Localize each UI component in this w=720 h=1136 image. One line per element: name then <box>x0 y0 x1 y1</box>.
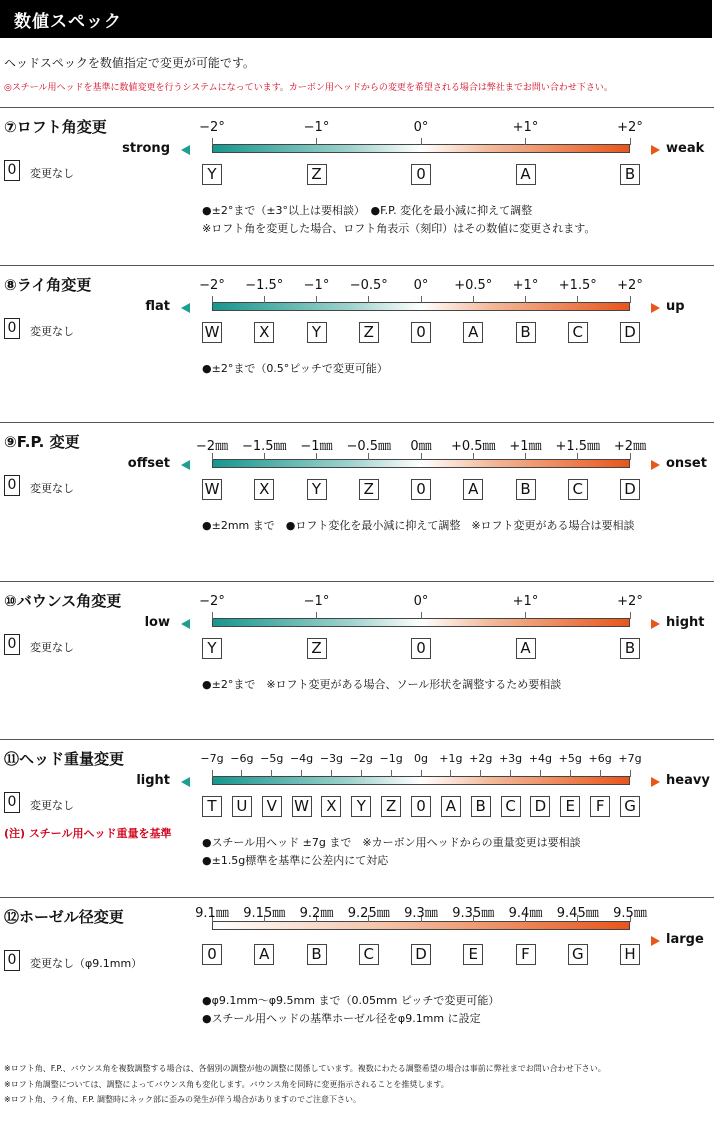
scale-label: +3g <box>498 752 523 765</box>
scale-label: 9.2㎜ <box>299 906 334 921</box>
scale-label: −0.5㎜ <box>346 439 392 454</box>
code-box: V <box>262 796 282 817</box>
scale-label: −2° <box>199 594 225 609</box>
scale-tick <box>264 453 265 460</box>
scale-label: −1° <box>303 278 330 293</box>
code-box: G <box>568 944 588 965</box>
scale-label: −1° <box>303 120 330 135</box>
section-divider <box>0 422 714 423</box>
code-box: H <box>620 944 640 965</box>
scale-label: +1° <box>512 594 539 609</box>
footnote: ※ロフト角調整については、調整によってバウンス角も変化します。バウンス角を同時に変更指示されることを推奨します。 <box>4 1080 449 1089</box>
weight-basis-note: (注) スチール用ヘッド重量を基準 <box>4 827 172 840</box>
scale-tick <box>264 296 265 303</box>
gradient-bar <box>212 302 630 311</box>
code-box: C <box>501 796 521 817</box>
section-title: ⑦ロフト角変更 <box>4 118 107 136</box>
scale-tick <box>212 612 213 619</box>
direction-label-left: flat <box>145 299 170 314</box>
scale-tick <box>241 770 242 777</box>
scale-label: 9.4㎜ <box>508 906 543 921</box>
code-box: X <box>254 479 274 500</box>
code-box: B <box>471 796 491 817</box>
code-box: Y <box>351 796 371 817</box>
gradient-bar <box>212 921 630 930</box>
footnote: ※ロフト角、F.P.、バウンス角を複数調整する場合は、各個別の調整が他の調整に関係しています。複数にわたる調整希望の場合は事前に弊社までお問い合わせ下さい。 <box>4 1064 606 1073</box>
scale-tick <box>316 296 317 303</box>
scale-tick <box>525 138 526 145</box>
code-box: G <box>620 796 640 817</box>
section-divider <box>0 897 714 898</box>
code-box: C <box>359 944 379 965</box>
section-title: ⑫ホーゼル径変更 <box>4 908 124 926</box>
scale-label: 9.15㎜ <box>243 906 286 921</box>
code-box: C <box>568 322 588 343</box>
scale-label: −5g <box>260 752 284 765</box>
direction-label-right: weak <box>666 141 705 156</box>
scale-tick <box>316 138 317 145</box>
scale-tick <box>421 770 422 777</box>
scale-label: 0㎜ <box>410 439 432 454</box>
scale-label: +2° <box>617 594 643 609</box>
scale-tick <box>630 453 631 460</box>
spec-note: ●スチール用ヘッドの基準ホーゼル径をφ9.1mm に設定 <box>202 1012 481 1025</box>
section-divider <box>0 265 714 266</box>
scale-label: +5g <box>558 752 582 765</box>
scale-tick <box>421 138 422 145</box>
arrow-right-icon <box>651 777 660 787</box>
code-box: Z <box>307 638 327 659</box>
intro-text: ヘッドスペックを数値指定で変更が可能です。 <box>4 56 255 70</box>
direction-label-left: strong <box>122 141 170 156</box>
spec-note: ※ロフト角を変更した場合、ロフト角表示（刻印）はその数値に変更されます。 <box>202 222 596 235</box>
scale-label: −1.5㎜ <box>241 439 287 454</box>
scale-label: −2° <box>199 278 225 293</box>
no-change-label: 変更なし <box>30 325 74 338</box>
arrow-left-icon <box>181 619 190 629</box>
scale-tick <box>630 770 631 777</box>
scale-tick <box>570 770 571 777</box>
code-box: A <box>463 322 483 343</box>
scale-label: −1° <box>303 594 330 609</box>
code-box: W <box>202 322 222 343</box>
footnote: ※ロフト角、ライ角、F.P. 調整時にネック部に歪みの発生が伴う場合がありますのでご注意下さい。 <box>4 1095 361 1104</box>
code-box: U <box>232 796 252 817</box>
code-box: C <box>568 479 588 500</box>
scale-tick <box>600 770 601 777</box>
code-box: 0 <box>411 638 431 659</box>
title-bar <box>0 0 712 38</box>
page-title: 数値スペック <box>14 12 122 32</box>
code-box: T <box>202 796 222 817</box>
scale-tick <box>510 770 511 777</box>
section-divider <box>0 581 714 582</box>
scale-label: +2° <box>617 278 643 293</box>
scale-tick <box>391 770 392 777</box>
direction-label-right: onset <box>666 456 707 471</box>
code-box: W <box>292 796 312 817</box>
section-title: ⑩バウンス角変更 <box>4 592 122 610</box>
scale-label: 9.5㎜ <box>613 906 647 921</box>
no-change-label: 変更なし <box>30 641 74 654</box>
scale-label: +2㎜ <box>613 439 647 454</box>
spec-note: ●±2mm まで ●ロフト変化を最小減に抑えて調整 ※ロフト変更がある場合は要相談 <box>202 519 635 532</box>
scale-label: +1° <box>512 120 539 135</box>
scale-label: +6g <box>588 752 612 765</box>
code-box: 0 <box>411 479 431 500</box>
code-box: D <box>620 322 640 343</box>
scale-tick <box>421 612 422 619</box>
no-change-box: 0 <box>4 792 20 813</box>
scale-tick <box>450 770 451 777</box>
spec-note: ●スチール用ヘッド ±7g まで ※カーボン用ヘッドからの重量変更は要相談 <box>202 836 581 849</box>
no-change-label: 変更なし <box>30 799 74 812</box>
scale-tick <box>368 453 369 460</box>
no-change-label: 変更なし（φ9.1mm） <box>30 957 143 970</box>
code-box: A <box>516 164 536 185</box>
scale-tick <box>577 453 578 460</box>
arrow-right-icon <box>651 145 660 155</box>
scale-tick <box>473 453 474 460</box>
direction-label-right: large <box>666 932 704 947</box>
section-divider <box>0 107 714 108</box>
direction-label-right: up <box>666 299 685 314</box>
scale-label: +1g <box>439 752 463 765</box>
scale-label: +7g <box>618 752 642 765</box>
scale-tick <box>316 612 317 619</box>
code-box: 0 <box>411 164 431 185</box>
direction-label-right: heavy <box>666 773 710 788</box>
scale-tick <box>540 770 541 777</box>
scale-tick <box>630 138 631 145</box>
code-box: A <box>463 479 483 500</box>
direction-label-left: offset <box>127 456 170 471</box>
scale-tick <box>361 770 362 777</box>
spec-note: ●±1.5g標準を基準に公差内にて対応 <box>202 854 389 867</box>
scale-tick <box>316 453 317 460</box>
scale-label: 0° <box>413 594 429 609</box>
scale-label: +2° <box>617 120 643 135</box>
no-change-label: 変更なし <box>30 167 74 180</box>
code-box: 0 <box>411 322 431 343</box>
arrow-right-icon <box>651 936 660 946</box>
arrow-left-icon <box>181 460 190 470</box>
scale-tick <box>480 770 481 777</box>
scale-label: +1㎜ <box>509 439 542 454</box>
scale-label: −1㎜ <box>300 439 333 454</box>
section-divider <box>0 739 714 740</box>
scale-tick <box>525 453 526 460</box>
scale-label: +1.5° <box>558 278 597 293</box>
code-box: E <box>560 796 580 817</box>
scale-label: −2° <box>199 120 225 135</box>
code-box: Z <box>359 479 379 500</box>
code-box: B <box>516 479 536 500</box>
code-box: F <box>590 796 610 817</box>
scale-tick <box>630 296 631 303</box>
section-title: ⑧ライ角変更 <box>4 276 92 294</box>
scale-label: −2g <box>349 752 373 765</box>
no-change-box: 0 <box>4 160 20 181</box>
direction-label-left: low <box>144 615 170 630</box>
scale-label: 9.1㎜ <box>195 906 229 921</box>
scale-tick <box>421 296 422 303</box>
spec-note: ●±2°まで（0.5°ピッチで変更可能） <box>202 362 388 375</box>
scale-tick <box>577 296 578 303</box>
scale-label: +4g <box>528 752 553 765</box>
spec-note: ●±2°まで（±3°以上は要相談） ●F.P. 変化を最小減に抑えて調整 <box>202 204 533 217</box>
arrow-right-icon <box>651 303 660 313</box>
arrow-left-icon <box>181 777 190 787</box>
code-box: Z <box>359 322 379 343</box>
code-box: A <box>516 638 536 659</box>
gradient-bar <box>212 144 630 153</box>
code-box: B <box>307 944 327 965</box>
scale-tick <box>368 296 369 303</box>
scale-tick <box>212 138 213 145</box>
scale-tick <box>630 612 631 619</box>
gradient-bar <box>212 776 630 785</box>
scale-label: −3g <box>319 752 344 765</box>
code-box: Z <box>307 164 327 185</box>
direction-label-left: light <box>136 773 170 788</box>
no-change-box: 0 <box>4 634 20 655</box>
scale-label: −1g <box>379 752 403 765</box>
scale-label: 0° <box>413 278 429 293</box>
scale-label: −6g <box>230 752 254 765</box>
code-box: B <box>620 164 640 185</box>
scale-label: −4g <box>289 752 314 765</box>
code-box: B <box>516 322 536 343</box>
arrow-right-icon <box>651 460 660 470</box>
scale-tick <box>473 296 474 303</box>
arrow-right-icon <box>651 619 660 629</box>
code-box: Y <box>307 479 327 500</box>
scale-label: 0g <box>414 752 428 765</box>
scale-label: +0.5㎜ <box>450 439 496 454</box>
code-box: D <box>620 479 640 500</box>
scale-label: 9.35㎜ <box>452 906 495 921</box>
scale-label: +2g <box>469 752 493 765</box>
scale-label: +1.5㎜ <box>555 439 601 454</box>
scale-tick <box>212 453 213 460</box>
no-change-label: 変更なし <box>30 482 74 495</box>
no-change-box: 0 <box>4 475 20 496</box>
gradient-bar <box>212 459 630 468</box>
scale-tick <box>525 612 526 619</box>
scale-tick <box>271 770 272 777</box>
no-change-box: 0 <box>4 950 20 971</box>
scale-label: 0° <box>413 120 429 135</box>
spec-note: ●±2°まで ※ロフト変更がある場合、ソール形状を調整するため要相談 <box>202 678 562 691</box>
code-box: A <box>441 796 461 817</box>
code-box: D <box>530 796 550 817</box>
scale-tick <box>331 770 332 777</box>
scale-label: 9.25㎜ <box>347 906 390 921</box>
gradient-bar <box>212 618 630 627</box>
arrow-left-icon <box>181 145 190 155</box>
code-box: Y <box>307 322 327 343</box>
scale-label: −7g <box>200 752 224 765</box>
code-box: Y <box>202 164 222 185</box>
code-box: 0 <box>202 944 222 965</box>
scale-tick <box>525 296 526 303</box>
code-box: W <box>202 479 222 500</box>
code-box: X <box>254 322 274 343</box>
scale-label: +0.5° <box>454 278 493 293</box>
scale-label: 9.3㎜ <box>404 906 438 921</box>
red-note: ◎スチール用ヘッドを基準に数値変更を行うシステムになっています。カーボン用ヘッドからの変更を希望される場合は弊社までお問い合わせ下さい。 <box>4 83 613 93</box>
code-box: Y <box>202 638 222 659</box>
code-box: X <box>321 796 341 817</box>
scale-label: 9.45㎜ <box>556 906 599 921</box>
code-box: E <box>463 944 483 965</box>
scale-label: +1° <box>512 278 539 293</box>
section-title: ⑨F.P. 変更 <box>4 433 80 451</box>
section-title: ⑪ヘッド重量変更 <box>4 750 125 768</box>
spec-note: ●φ9.1mm〜φ9.5mm まで（0.05mm ピッチで変更可能） <box>202 994 500 1007</box>
code-box: D <box>411 944 431 965</box>
scale-label: −2㎜ <box>195 439 229 454</box>
scale-tick <box>421 453 422 460</box>
code-box: Z <box>381 796 401 817</box>
code-box: 0 <box>411 796 431 817</box>
scale-tick <box>212 770 213 777</box>
scale-tick <box>212 296 213 303</box>
scale-label: −0.5° <box>349 278 388 293</box>
scale-tick <box>301 770 302 777</box>
code-box: B <box>620 638 640 659</box>
no-change-box: 0 <box>4 318 20 339</box>
scale-label: −1.5° <box>245 278 284 293</box>
direction-label-right: hight <box>666 615 705 630</box>
code-box: A <box>254 944 274 965</box>
code-box: F <box>516 944 536 965</box>
arrow-left-icon <box>181 303 190 313</box>
